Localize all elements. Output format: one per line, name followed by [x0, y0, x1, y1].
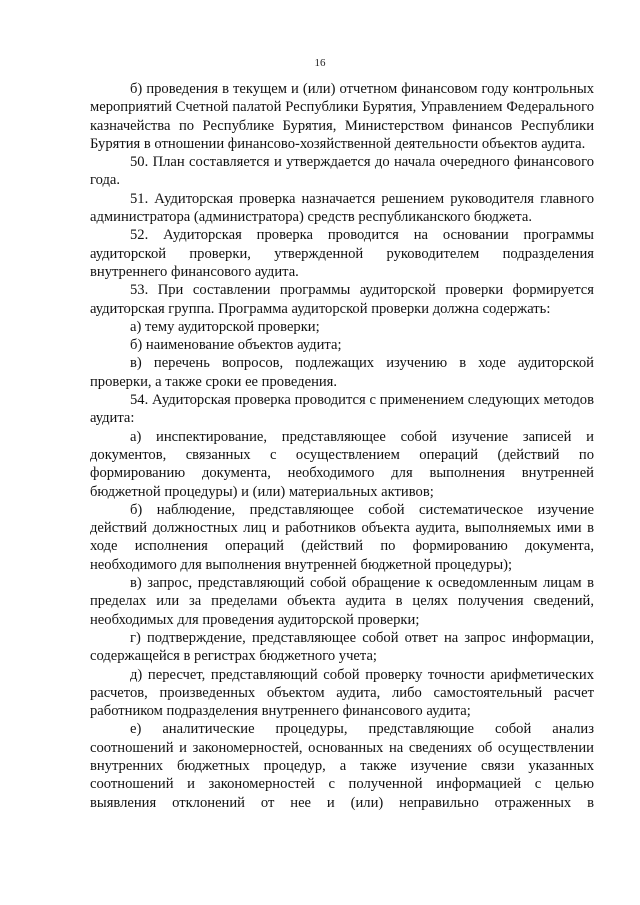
method-d-recalculation: д) пересчет, представляющий собой проверку точности арифметических расчетов, произведенных объектом аудита, либо самостоятельный расчет работником подразделения внутреннего финансового аудита; — [90, 666, 594, 720]
page-number: 16 — [314, 57, 326, 69]
paragraph-54: 54. Аудиторская проверка проводится с применением следующих методов аудита: — [90, 392, 594, 427]
method-g-confirmation: г) подтверждение, представляющее собой ответ на запрос информации, содержащейся в регистрах бюджетного учета; — [90, 629, 594, 665]
method-v-inquiry: в) запрос, представляющий собой обращение к осведомленным лицам в пределах или за пределами объекта аудита в целях получения сведений, необходимых для проведения аудиторской проверки; — [90, 575, 594, 628]
method-e-analytics: е) аналитические процедуры, представляющие собой анализ соотношений и закономерностей, основанных на сведениях об осуществлении внутренних бюджетных процедур, а также изучение связи указанных соотношений и закономерностей с полученной информацией с целью выявления отклонений от нее и (или) неправильно отраженных в — [90, 721, 594, 811]
list-item-v-questions: в) перечень вопросов, подлежащих изучению в ходе аудиторской проверки, а также сроки ее проведения. — [90, 355, 594, 390]
document-body — [90, 80, 594, 812]
paragraph-50: 50. План составляется и утверждается до начала очередного финансового года. — [90, 154, 594, 189]
method-b-observation: б) наблюдение, представляющее собой систематическое изучение действий должностных лиц и работников объекта аудита, выполняемых ими в ходе исполнения операций (действий по формированию документа, необходимого для выполнения внутренней бюджетной процедуры); — [90, 501, 594, 573]
paragraph-53: 53. При составлении программы аудиторской проверки формируется аудиторская группа. Программа аудиторской проверки должна содержать: — [90, 282, 594, 317]
method-a-inspection: а) инспектирование, представляющее собой изучение записей и документов, связанных с осуществлением операций (действий по формированию документа, необходимого для выполнения внутренней бюджетной процедуры) и (или) материальных активов; — [90, 428, 594, 500]
list-item-a-topic: а) тему аудиторской проверки; — [130, 318, 320, 335]
paragraph-b-control-events: б) проведения в текущем и (или) отчетном финансовом году контрольных мероприятий Счетной палатой Республики Бурятия, Управлением Федерального казначейства по Республике Бурятия, Министерством финансов Республики Бурятия в отношении финансово-хозяйственной деятельности объектов аудита. — [90, 81, 594, 152]
paragraph-51: 51. Аудиторская проверка назначается решением руководителя главного администратора (администратора) средств республиканского бюджета. — [90, 190, 594, 226]
paragraph-52: 52. Аудиторская проверка проводится на основании программы аудиторской проверки, утвержденной руководителем подразделения внутреннего финансового аудита. — [90, 227, 594, 280]
list-item-b-objects: б) наименование объектов аудита; — [130, 337, 342, 354]
